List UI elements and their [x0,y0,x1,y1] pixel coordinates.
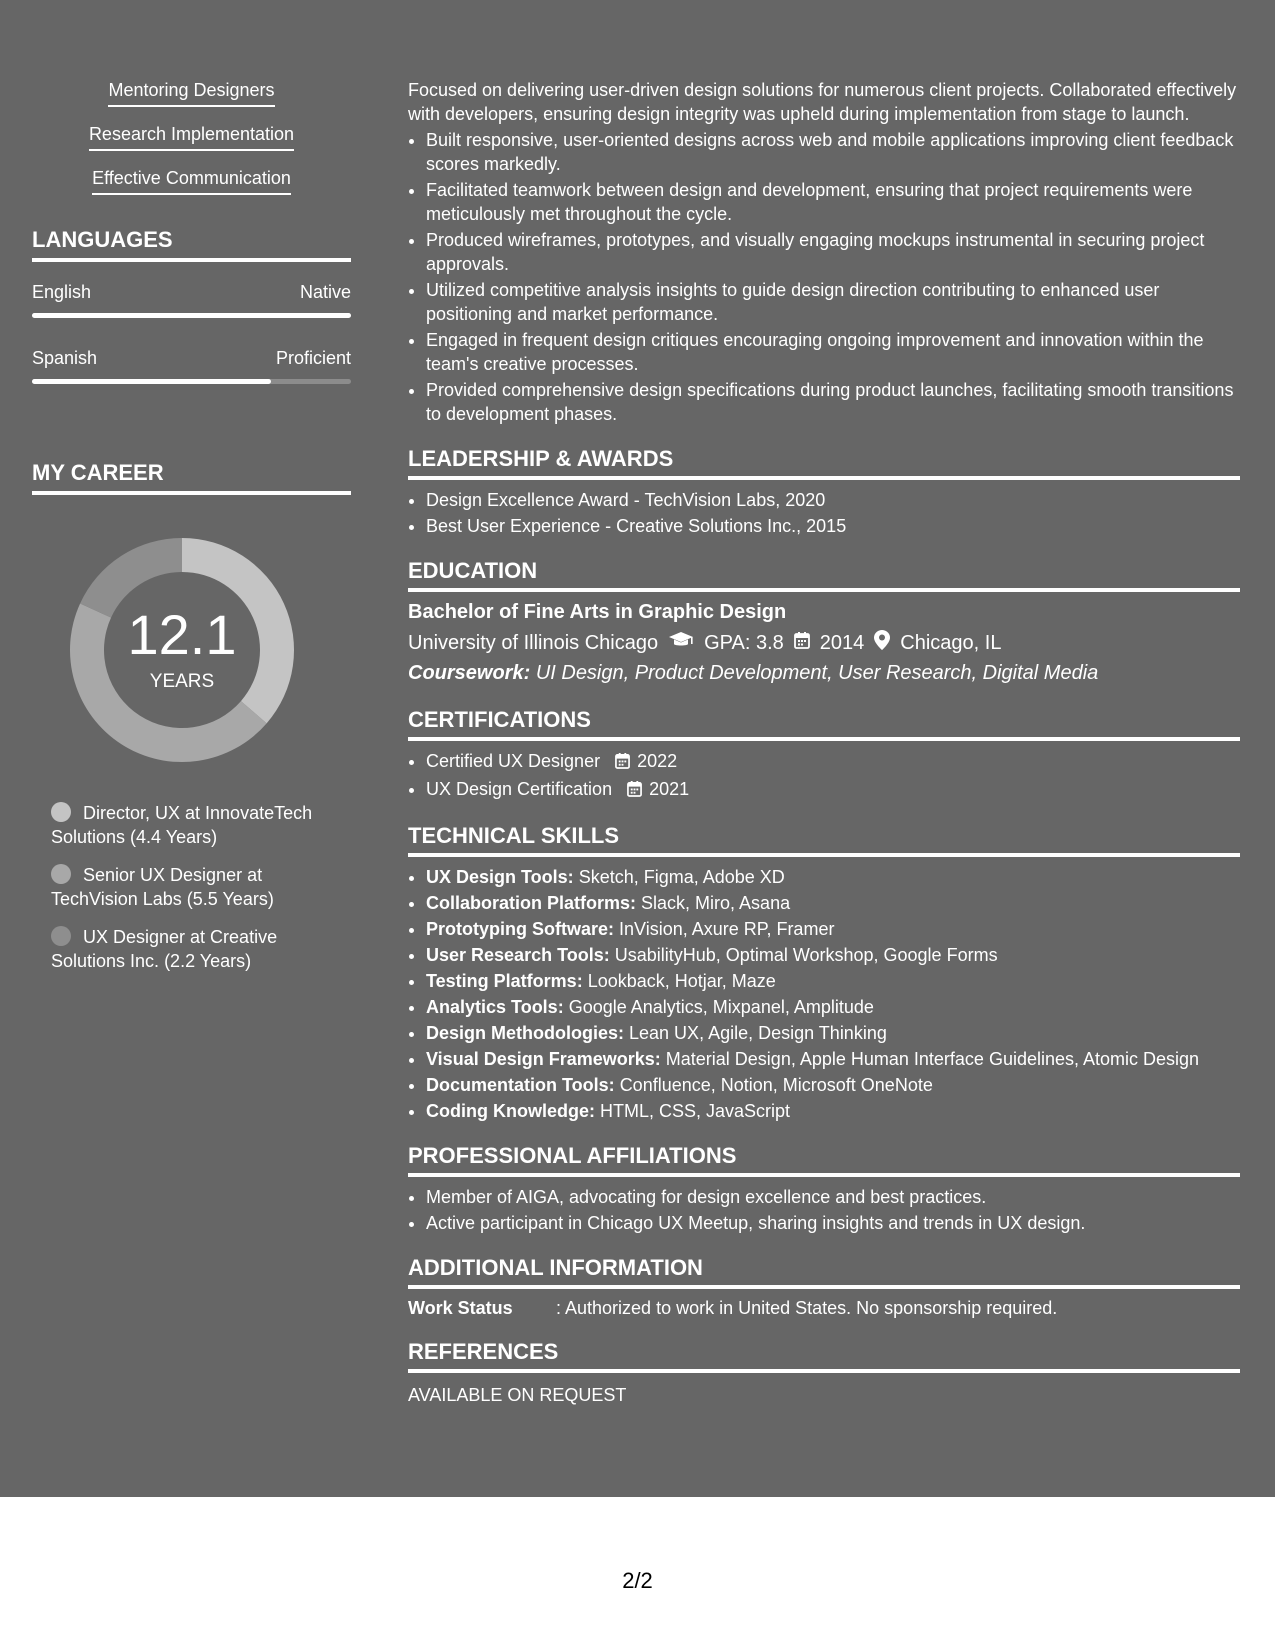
career-legend-item: Director, UX at InnovateTech Solutions (4.4 Years) [51,803,313,847]
career-legend-item: Senior UX Designer at TechVision Labs (5.5 Years) [51,865,274,909]
language-spanish [32,348,351,384]
certification-item: • Certified UX Designer 2022 [426,749,1240,775]
language-level: Native [299,282,351,302]
left-column [32,80,351,987]
awards-list [408,488,1240,538]
skill-item: • Design Methodologies: Lean UX, Agile, Design Thinking [426,1021,1240,1045]
technical-skills-list [408,865,1240,1123]
award-item: • Best User Experience - Creative Solutions Inc., 2015 [426,514,1240,538]
skill-item: • Coding Knowledge: HTML, CSS, JavaScript [426,1099,1240,1123]
education-degree: Bachelor of Fine Arts in Graphic Design [408,601,787,623]
legend-dot [51,802,71,822]
skill-item: • Collaboration Platforms: Slack, Miro, Asana [426,891,1240,915]
affiliation-item: • Active participant in Chicago UX Meetup, sharing insights and trends in UX design. [426,1211,1240,1235]
experience-bullet: • Facilitated teamwork between design and development, ensuring that project requirements were meticulously met throughout the cycle. [426,178,1240,226]
certification-item: • UX Design Certification 2021 [426,777,1240,803]
experience-bullet: • Produced wireframes, prototypes, and visually engaging mockups instrumental in securing project approvals. [426,228,1240,276]
location-pin-icon [874,630,890,656]
language-name: English [32,282,92,302]
education-location: Chicago, IL [900,631,1002,654]
language-name: Spanish [32,348,98,368]
language-bar [32,313,351,318]
awards-heading: LEADERSHIP & AWARDS [408,446,1240,480]
skill-item: • Analytics Tools: Google Analytics, Mixpanel, Amplitude [426,995,1240,1019]
strength-item: Mentoring Designers [32,80,351,107]
experience-summary: Focused on delivering user-driven design solutions for numerous client projects. Collaborated effectively with developers, ensuring design integrity was upheld during implementation from stage to launch. [408,80,1237,124]
experience-bullets [408,128,1240,426]
skill-item: • User Research Tools: UsabilityHub, Optimal Workshop, Google Forms [426,943,1240,967]
additional-info-heading: ADDITIONAL INFORMATION [408,1255,1240,1289]
graduation-cap-icon [668,631,694,655]
experience-bullet: • Built responsive, user-oriented designs across web and mobile applications improving client feedback scores markedly. [426,128,1240,176]
strength-item: Effective Communication [32,168,351,195]
experience-bullet: • Provided comprehensive design specifications during product launches, facilitating smooth transitions to development phases. [426,378,1240,426]
strength-item: Research Implementation [32,124,351,151]
experience-bullet: • Utilized competitive analysis insights to guide design direction contributing to enhanced user positioning and market performance. [426,278,1240,326]
references-text: AVAILABLE ON REQUEST [408,1385,627,1405]
calendar-icon [615,751,630,775]
language-level: Proficient [275,348,351,368]
education-year: 2014 [819,631,865,654]
education-meta [408,630,1240,656]
experience-bullet: • Engaged in frequent design critiques encouraging ongoing improvement and innovation within the team's creative processes. [426,328,1240,376]
affiliations-heading: PROFESSIONAL AFFILIATIONS [408,1143,1240,1177]
language-bar-fill [32,313,351,318]
career-legend-item: UX Designer at Creative Solutions Inc. (2.2 Years) [51,927,278,971]
education-gpa: GPA: 3.8 [704,631,784,654]
page-number: 2/2 [622,1568,653,1593]
certifications-list [408,749,1240,803]
affiliations-list [408,1185,1240,1235]
work-status-row [408,1298,1240,1319]
language-english [32,282,351,318]
calendar-icon [794,631,810,655]
skill-item: • UX Design Tools: Sketch, Figma, Adobe XD [426,865,1240,889]
work-status-value: : Authorized to work in United States. No sponsorship required. [556,1298,1058,1318]
career-total-years: 12.1 [127,603,237,666]
language-bar [32,379,351,384]
skill-item: • Testing Platforms: Lookback, Hotjar, Maze [426,969,1240,993]
education-heading: EDUCATION [408,558,1240,592]
technical-skills-heading: TECHNICAL SKILLS [408,823,1240,857]
legend-dot [51,926,71,946]
career-legend [51,801,351,973]
calendar-icon [627,779,642,803]
skill-item: • Documentation Tools: Confluence, Notion, Microsoft OneNote [426,1073,1240,1097]
education-school: University of Illinois Chicago [408,631,659,654]
right-column [408,78,1240,1406]
affiliation-item: • Member of AIGA, advocating for design excellence and best practices. [426,1185,1240,1209]
education-coursework: Coursework: UI Design, Product Development, User Research, Digital Media [408,662,1099,684]
certifications-heading: CERTIFICATIONS [408,707,1240,741]
career-heading: MY CAREER [32,460,351,495]
references-heading: REFERENCES [408,1339,1240,1373]
language-bar-fill [32,379,271,384]
work-status-label: Work Status [408,1298,513,1318]
career-donut-chart [67,535,297,765]
languages-heading: LANGUAGES [32,227,351,262]
skill-item: • Visual Design Frameworks: Material Design, Apple Human Interface Guidelines, Atomic Design [426,1047,1240,1071]
skill-item: • Prototyping Software: InVision, Axure RP, Framer [426,917,1240,941]
career-total-unit: YEARS [149,671,215,692]
award-item: • Design Excellence Award - TechVision Labs, 2020 [426,488,1240,512]
legend-dot [51,864,71,884]
